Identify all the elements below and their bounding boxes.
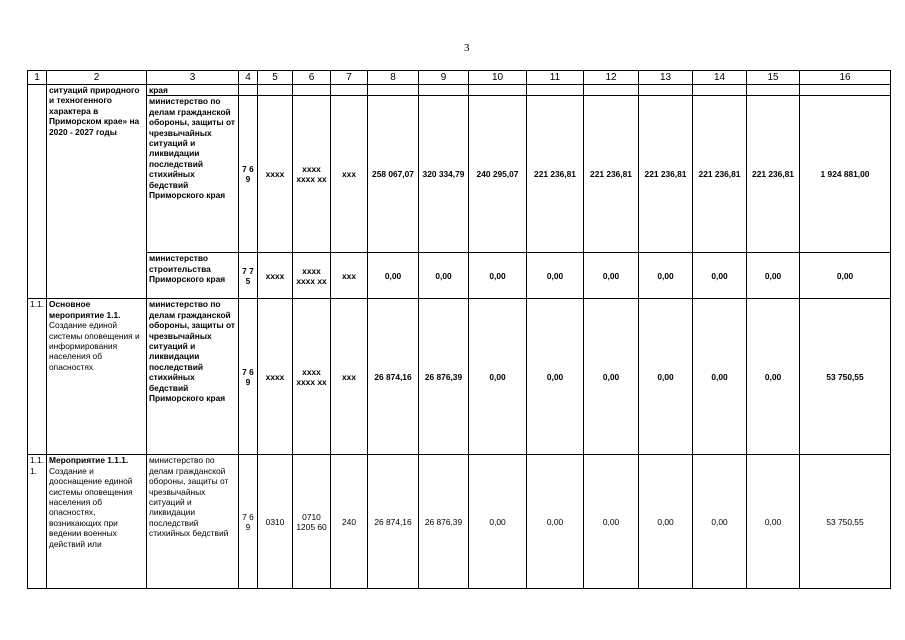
cell-activity-name (47, 455, 147, 589)
column-header: 12 (584, 71, 639, 85)
header-row (28, 71, 891, 85)
cell-target-article: хххх хххх хх (293, 96, 331, 253)
cell-amount: 221 236,81 (639, 96, 693, 253)
cell-section: хххх (258, 299, 293, 455)
cell-target-article: хххх хххх хх (293, 299, 331, 455)
cell-total: 0,00 (800, 253, 891, 299)
cell-amount: 0,00 (368, 253, 419, 299)
cell-empty (747, 85, 800, 96)
cell-amount: 0,00 (527, 253, 584, 299)
cell-amount: 0,00 (469, 299, 527, 455)
cell-amount: 0,00 (527, 455, 584, 589)
activity-title: Мероприятие 1.1.1. (49, 455, 129, 466)
column-header: 7 (331, 71, 368, 85)
cell-empty (527, 85, 584, 96)
cell-program-name: ситуаций природного и техногенного характера в Приморском крае» на 2020 - 2027 годы (47, 85, 147, 299)
cell-amount: 0,00 (584, 299, 639, 455)
cell-total: 1 924 881,00 (800, 96, 891, 253)
column-header: 15 (747, 71, 800, 85)
cell-number (28, 85, 47, 299)
cell-empty (239, 85, 258, 96)
executor-text: министерство по делам гражданской обороны, защиты от чрезвычайных ситуаций и ликвидации последствий стихийных бедствий (149, 455, 229, 539)
table-row (28, 96, 891, 253)
cell-amount: 26 874,16 (368, 299, 419, 455)
cell-amount: 240 295,07 (469, 96, 527, 253)
column-header: 5 (258, 71, 293, 85)
cell-executor: министерство строительства Приморского края (147, 253, 239, 299)
table-row (28, 85, 891, 96)
table-row (28, 299, 891, 455)
cell-amount: 0,00 (584, 455, 639, 589)
column-header: 14 (693, 71, 747, 85)
cell-amount: 0,00 (469, 253, 527, 299)
cell-empty (584, 85, 639, 96)
cell-executor: края (147, 85, 239, 96)
cell-empty (419, 85, 469, 96)
cell-grbs: 7 6 9 (239, 96, 258, 253)
cell-amount: 0,00 (693, 299, 747, 455)
column-header: 1 (28, 71, 47, 85)
cell-amount: 0,00 (419, 253, 469, 299)
cell-amount: 0,00 (747, 253, 800, 299)
cell-grbs: 7 7 5 (239, 253, 258, 299)
cell-grbs: 7 6 9 (239, 299, 258, 455)
cell-amount: 0,00 (639, 299, 693, 455)
cell-amount: 26 874,16 (368, 455, 419, 589)
cell-total: 53 750,55 (800, 299, 891, 455)
cell-expense-type: ххх (331, 96, 368, 253)
cell-empty (258, 85, 293, 96)
cell-amount: 0,00 (584, 253, 639, 299)
cell-activity-name (47, 299, 147, 455)
cell-grbs: 7 6 9 (239, 455, 258, 589)
cell-section: хххх (258, 96, 293, 253)
cell-executor: министерство по делам гражданской обороны, защиты от чрезвычайных ситуаций и ликвидации последствий стихийных бедствий Приморского края (147, 299, 239, 455)
table-row (28, 253, 891, 299)
cell-amount: 0,00 (693, 455, 747, 589)
cell-amount: 0,00 (693, 253, 747, 299)
page-number: 3 (464, 42, 470, 54)
column-header: 4 (239, 71, 258, 85)
cell-amount: 221 236,81 (693, 96, 747, 253)
cell-empty (693, 85, 747, 96)
cell-amount: 26 876,39 (419, 455, 469, 589)
column-header: 11 (527, 71, 584, 85)
cell-amount: 0,00 (527, 299, 584, 455)
cell-amount: 258 067,07 (368, 96, 419, 253)
activity-description: Создание единой системы оповещения и информирования населения об опасностях (49, 320, 140, 372)
table-row (28, 455, 891, 589)
column-header: 16 (800, 71, 891, 85)
cell-empty (469, 85, 527, 96)
cell-target-article: 0710 1205 60 (293, 455, 331, 589)
cell-empty (800, 85, 891, 96)
cell-amount: 26 876,39 (419, 299, 469, 455)
column-header: 8 (368, 71, 419, 85)
cell-amount: 0,00 (639, 253, 693, 299)
cell-number: 1.1. (28, 299, 47, 455)
cell-empty (293, 85, 331, 96)
cell-section: хххх (258, 253, 293, 299)
cell-amount: 221 236,81 (584, 96, 639, 253)
column-header: 3 (147, 71, 239, 85)
cell-empty (368, 85, 419, 96)
cell-amount: 0,00 (747, 455, 800, 589)
cell-empty (331, 85, 368, 96)
cell-expense-type: ххх (331, 253, 368, 299)
cell-executor: министерство по делам гражданской обороны, защиты от чрезвычайных ситуаций и ликвидации последствий стихийных бедствий Приморского края (147, 96, 239, 253)
cell-expense-type: 240 (331, 455, 368, 589)
cell-amount: 0,00 (639, 455, 693, 589)
column-header: 2 (47, 71, 147, 85)
budget-table (27, 70, 891, 589)
column-header: 6 (293, 71, 331, 85)
cell-target-article: хххх хххх хх (293, 253, 331, 299)
cell-amount: 0,00 (469, 455, 527, 589)
cell-amount: 221 236,81 (527, 96, 584, 253)
cell-empty (639, 85, 693, 96)
cell-number: 1.1. 1. (28, 455, 47, 589)
column-header: 13 (639, 71, 693, 85)
cell-total: 53 750,55 (800, 455, 891, 589)
cell-amount: 0,00 (747, 299, 800, 455)
cell-expense-type: ххх (331, 299, 368, 455)
activity-title: Основное мероприятие 1.1. (49, 299, 121, 320)
cell-executor (147, 455, 239, 589)
column-header: 10 (469, 71, 527, 85)
column-header: 9 (419, 71, 469, 85)
activity-description: Создание и дооснащение единой системы оповещения населения об опасностях, возникающих при ведении военных действий или (49, 465, 133, 549)
cell-amount: 221 236,81 (747, 96, 800, 253)
cell-amount: 320 334,79 (419, 96, 469, 253)
cell-section: 0310 (258, 455, 293, 589)
